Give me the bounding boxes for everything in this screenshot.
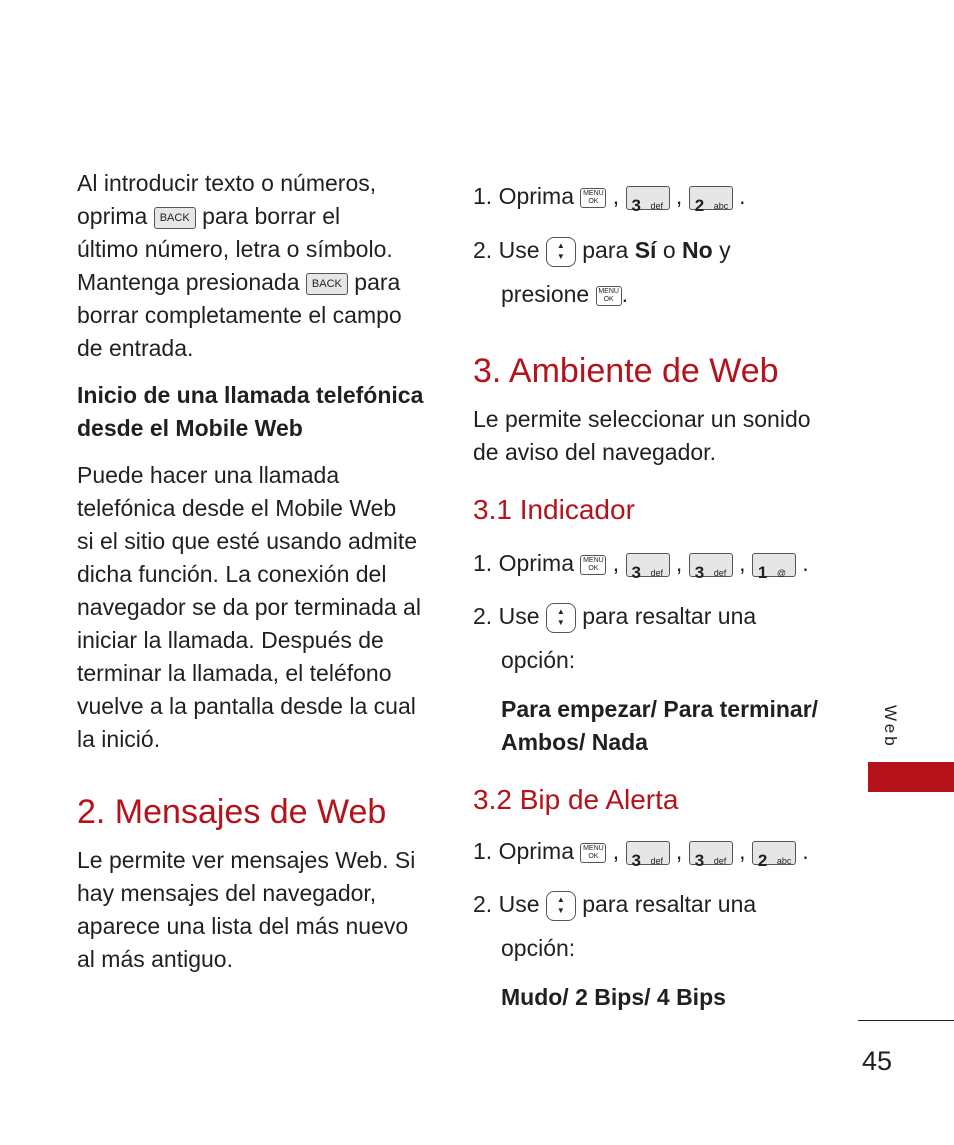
text-line: vuelve a la pantalla desde la cual xyxy=(77,693,416,719)
nav-key-icon: ▲ ▼ xyxy=(546,237,576,267)
text-line: último número, letra o símbolo. xyxy=(77,236,393,262)
menu-ok-key-icon: MENU OK xyxy=(580,843,606,863)
step-text: Use xyxy=(498,603,540,629)
footer-rule xyxy=(858,1020,954,1021)
step-text: para resaltar una xyxy=(582,603,757,629)
section-3-title: 3. Ambiente de Web xyxy=(473,352,779,390)
text-line: Puede hacer una llamada xyxy=(77,462,340,488)
sub31-step-2 xyxy=(473,600,863,633)
section-2-body xyxy=(77,844,432,976)
text-line: desde el Mobile Web xyxy=(77,415,303,441)
left-column xyxy=(77,167,432,976)
step-text: o xyxy=(662,237,676,263)
step-number: 2. xyxy=(473,603,493,629)
key-3-icon: 3 def xyxy=(626,186,670,210)
text-line: Ambos/ Nada xyxy=(501,729,648,755)
section-2-title: 2. Mensajes de Web xyxy=(77,793,387,831)
step-text: para resaltar una xyxy=(582,891,757,917)
key-2-icon: 2 abc xyxy=(689,186,733,210)
text-line: Le permite ver mensajes Web. Si xyxy=(77,847,416,873)
option-no: No xyxy=(682,237,713,263)
text-line: aparece una lista del más nuevo xyxy=(77,913,409,939)
text-line: terminar la llamada, el teléfono xyxy=(77,660,392,686)
step-text: para xyxy=(582,237,629,263)
text-line: oprima xyxy=(77,203,148,229)
text-line: iniciar la llamada. Después de xyxy=(77,627,384,653)
text-line: si el sitio que esté usando admite xyxy=(77,528,418,554)
right-column xyxy=(473,180,863,1014)
nav-key-icon: ▲ ▼ xyxy=(546,891,576,921)
text-line: la inició. xyxy=(77,726,161,752)
step-number: 1. xyxy=(473,550,493,576)
sub32-step-1: 1. Oprima MENU OK , 3 def , 3 def , 2 abc . xyxy=(473,838,809,870)
step-text: y xyxy=(719,237,731,263)
text-line: Al introducir texto o números, xyxy=(77,170,377,196)
menu-ok-key-icon: MENU OK xyxy=(580,188,606,208)
step-text: opción: xyxy=(501,935,576,961)
section-3-body xyxy=(473,403,863,469)
page-number: 45 xyxy=(862,1046,893,1076)
key-2-icon: 2 abc xyxy=(752,841,796,865)
step-2 xyxy=(473,234,863,267)
step-number: 1. xyxy=(473,183,493,209)
step-text: Oprima xyxy=(498,838,574,864)
step-text: Use xyxy=(498,891,540,917)
text-line: telefónica desde el Mobile Web xyxy=(77,495,397,521)
text-line: al más antiguo. xyxy=(77,946,233,972)
text-line: de entrada. xyxy=(77,335,194,361)
key-3-icon: 3 def xyxy=(689,841,733,865)
sub31-options xyxy=(473,693,863,759)
key-3-icon: 3 def xyxy=(626,553,670,577)
section-tab-marker xyxy=(868,762,954,792)
sub32-options: Mudo/ 2 Bips/ 4 Bips xyxy=(501,984,726,1010)
menu-ok-key-icon: MENU OK xyxy=(596,286,622,306)
text-line: para borrar el xyxy=(202,203,341,229)
sub31-step-1: 1. Oprima MENU OK , 3 def , 3 def , 1 @ . xyxy=(473,550,809,582)
section-tab-label: Web xyxy=(881,705,900,749)
back-key-label: BACK xyxy=(311,277,342,290)
subsection-3-2-title: 3.2 Bip de Alerta xyxy=(473,784,679,815)
step-text: Oprima xyxy=(498,550,574,576)
step-text: opción: xyxy=(501,647,576,673)
menu-ok-key-icon: MENU OK xyxy=(580,555,606,575)
step-number: 2. xyxy=(473,237,493,263)
text-line: dicha función. La conexión del xyxy=(77,561,387,587)
text-line: Mantenga presionada xyxy=(77,269,300,295)
back-key-icon xyxy=(154,207,196,229)
text-line: Para empezar/ Para terminar/ xyxy=(501,696,819,722)
text-line: borrar completamente el campo xyxy=(77,302,402,328)
nav-key-icon: ▲ ▼ xyxy=(546,603,576,633)
step-text: presione xyxy=(501,281,590,307)
option-si: Sí xyxy=(634,237,657,263)
step-text: Oprima xyxy=(498,183,574,209)
text-line: Le permite seleccionar un sonido xyxy=(473,406,811,432)
key-3-icon: 3 def xyxy=(626,841,670,865)
key-3-icon: 3 def xyxy=(689,553,733,577)
key-1-icon: 1 @ xyxy=(752,553,796,577)
text-line: hay mensajes del navegador, xyxy=(77,880,377,906)
step-number: 2. xyxy=(473,891,493,917)
call-body-text xyxy=(77,459,432,756)
step-1: 1. Oprima MENU OK , 3 def , 2 abc . xyxy=(473,183,746,215)
back-key-label: BACK xyxy=(159,211,190,224)
text-line: de aviso del navegador. xyxy=(473,439,716,465)
intro-text xyxy=(77,167,432,365)
sub32-step-2 xyxy=(473,888,863,921)
subheading-call xyxy=(77,379,432,445)
text-line: Inicio de una llamada telefónica xyxy=(77,382,424,408)
back-key-icon xyxy=(306,273,348,295)
step-number: 1. xyxy=(473,838,493,864)
step-2-continuation: presione MENU OK . xyxy=(501,281,629,307)
text-line: navegador se da por terminada al xyxy=(77,594,421,620)
step-text: Use xyxy=(498,237,540,263)
text-line: para xyxy=(354,269,401,295)
subsection-3-1-title: 3.1 Indicador xyxy=(473,494,635,525)
